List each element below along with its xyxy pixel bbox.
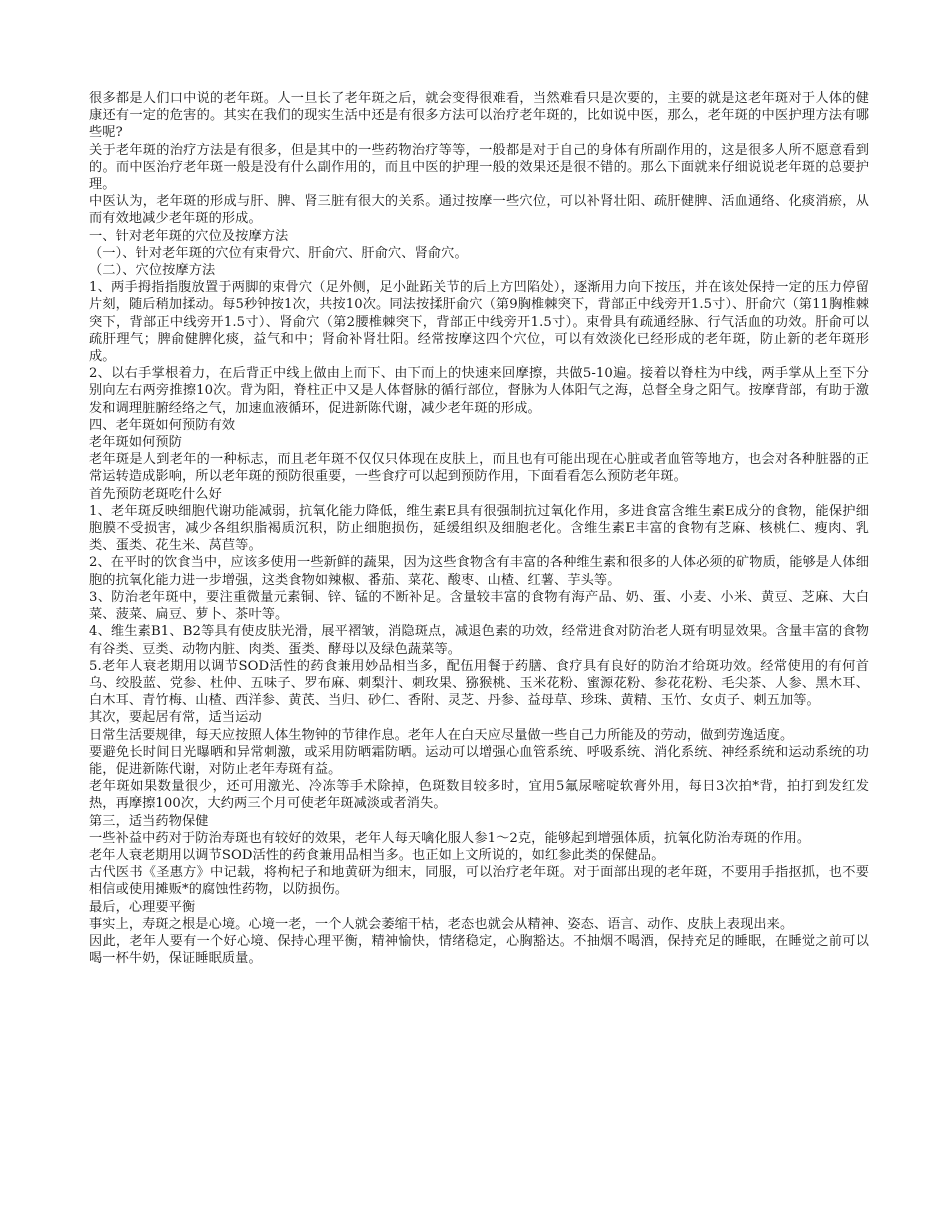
diet-item-5: 5.老年人衰老期用以调节SOD活性的药食兼用妙品相当多，配伍用餐于药膳、食疗具有良好的防治才给斑功效。经常使用的有何首乌、绞股蓝、党参、杜仲、五味子、罗布麻、刺梨汁、刺玫果、猕猴桃、玉米花粉、蜜源花粉、参花花粉、毛尖茶、人参、黑木耳、白木耳、青竹梅、山楂、西洋参、黄芪、当归、砂仁、香附、灵芝、丹参、益母草、珍珠、黄精、玉竹、女贞子、刺五加等。 [89, 658, 869, 709]
subheading-lifestyle: 其次，要起居有常，适当运动 [89, 710, 262, 726]
medicine-paragraph-1: 一些补益中药对于防治寿斑也有较好的效果，老年人每天噙化服人参1～2克，能够起到增强体质，抗氧化防治寿斑的作用。 [89, 830, 811, 846]
subsection-acupoint-list: （一）、针对老年斑的穴位有束骨穴、肝俞穴、肝俞穴、肾俞穴。 [89, 245, 468, 261]
diet-item-2: 2、在平时的饮食当中，应该多使用一些新鲜的蔬果，因为这些食物含有丰富的各种维生素和很多的人体必须的矿物质，能够是人体细胞的抗氧化能力进一步增强，这类食物如辣椒、番茄、菜花、酸枣、山楂、红薯、芋头等。 [89, 555, 869, 588]
intro-paragraph: 很多都是人们口中说的老年斑。人一旦长了老年斑之后，就会变得很难看，当然难看只是次要的，主要的就是这老年斑对于人体的健康还有一定的危害的。其实在我们的现实生活中还是有很多方法可以治疗老年斑的，比如说中医，那么，老年斑的中医护理方法有哪些呢? [89, 91, 869, 141]
diet-item-4: 4、维生素B1、B2等具有使皮肤光滑，展平褶皱，消隐斑点，减退色素的功效，经常进食对防治老人斑有明显效果。含量丰富的食物有谷类、豆类、动物内脏、肉类、蛋类、酵母以及绿色蔬菜等。 [89, 624, 869, 657]
lifestyle-paragraph-2: 要避免长时间日光曝晒和异常刺激，或采用防晒霜防晒。运动可以增强心血管系统、呼吸系统、消化系统、神经系统和运动系统的功能，促进新陈代谢，对防止老年寿斑有益。 [89, 744, 869, 777]
subheading-diet: 首先预防老斑吃什么好 [89, 486, 222, 502]
medicine-paragraph-2: 老年人衰老期用以调节SOD活性的药食兼用品相当多。也正如上文所说的，如红参此类的保健品。 [89, 847, 665, 863]
medicine-paragraph-3: 古代医书《圣惠方》中记载，将枸杞子和地黄研为细末，同服，可以治疗老年斑。对于面部出现的老年斑，不要用手指抠抓，也不要相信或使用摊贩*的腐蚀性药物，以防损伤。 [89, 865, 869, 898]
massage-step-2: 2、以右手掌根着力，在后背正中线上做由上而下、由下而上的快速来回摩擦，共做5-10遍。接着以脊柱为中线，两手掌从上至下分别向左右两旁推擦10次。背为阳，脊柱正中又是人体督脉的循行部位，督脉为人体阳气之海，总督全身之阳气。按摩背部，有助于激发和调理脏腑经络之气，加速血液循环，促进新陈代谢，减少老年斑的形成。 [89, 366, 869, 416]
document-body [89, 90, 869, 967]
subsection-heading-massage: （二）、穴位按摩方法 [89, 263, 216, 279]
section-heading-acupoints: 一、针对老年斑的穴位及按摩方法 [89, 228, 289, 244]
psychology-paragraph-1: 事实上，寿斑之根是心境。心境一老，一个人就会萎缩干枯，老态也就会从精神、姿态、语言、动作、皮肤上表现出来。 [89, 916, 794, 932]
prevention-intro-paragraph: 老年斑是人到老年的一种标志，而且老年斑不仅仅只体现在皮肤上，而且也有可能出现在心脏或者血管等地方，也会对各种脏器的正常运转造成影响，所以老年斑的预防很重要，一些食疗可以起到预防作用，下面看看怎么预防老年斑。 [89, 452, 869, 485]
tcm-view-paragraph: 中医认为，老年斑的形成与肝、脾、肾三脏有很大的关系。通过按摩一些穴位，可以补肾壮阳、疏肝健脾、活血通络、化痰消瘀，从而有效地减少老年斑的形成。 [89, 194, 869, 227]
lifestyle-paragraph-1: 日常生活要规律，每天应按照人体生物钟的节律作息。老年人在白天应尽量做一些自己力所能及的劳动，做到劳逸适度。 [89, 727, 794, 743]
subheading-psychology: 最后，心理要平衡 [89, 899, 196, 915]
section-heading-prevention: 四、老年斑如何预防有效 [89, 417, 236, 433]
subheading-how-to-prevent: 老年斑如何预防 [89, 435, 183, 451]
diet-item-3: 3、防治老年斑中，要注重微量元素铜、锌、锰的不断补足。含量较丰富的食物有海产品、奶、蛋、小麦、小米、黄豆、芝麻、大白菜、菠菜、扁豆、萝卜、茶叶等。 [89, 589, 869, 623]
massage-step-1: 1、两手拇指指腹放置于两脚的束骨穴（足外侧，足小趾跖关节的后上方凹陷处），逐渐用力向下按压，并在该处保持一定的压力停留片刻，随后稍加揉动。每5秒钟按1次，共按10次。同法按揉肝俞穴（第9胸椎棘突下，背部正中线旁开1.5寸）、肝俞穴（第11胸椎棘突下，背部正中线旁开1.5寸）、肾俞穴（第2腰椎棘突下，背部正中线旁开1.5寸）。束骨具有疏通经脉、行气活血的功效。肝俞可以疏肝理气；脾俞健脾化痰，益气和中；肾俞补肾壮阳。经常按摩这四个穴位，可以有效淡化已经形成的老年斑，防止新的老年斑形成。 [89, 280, 869, 365]
subheading-medicine: 第三，适当药物保健 [89, 813, 209, 829]
treatment-overview-paragraph: 关于老年斑的治疗方法是有很多，但是其中的一些药物治疗等等，一般都是对于自己的身体有所副作用的，这是很多人所不愿意看到的。而中医治疗老年斑一般是没有什么副作用的，而且中医的护理一般的效果还是很不错的。那么下面就来仔细说说老年斑的总要护理。 [89, 142, 869, 193]
lifestyle-paragraph-3: 老年斑如果数量很少，还可用激光、冷冻等手术除掉，色斑数目较多时，宜用5氟尿嘧啶软膏外用，每日3次拍*背，拍打到发红发热，再摩擦100次，大约两三个月可使老年斑减淡或者消失。 [89, 779, 869, 812]
diet-item-1: 1、老年斑反映细胞代谢功能减弱，抗氧化能力降低，维生素E具有很强制抗过氧化作用，多进食富含维生素E成分的食物，能保护细胞膜不受损害，减少各组织脂褐质沉积，防止细胞损伤，延缓组织及细胞老化。含维生素E丰富的食物有芝麻、核桃仁、瘦肉、乳类、蛋类、花生米、莴苣等。 [89, 503, 869, 554]
psychology-paragraph-2: 因此，老年人要有一个好心境、保持心理平衡，精神愉快，情绪稳定，心胸豁达。不抽烟不喝酒，保持充足的睡眠，在睡觉之前可以喝一杯牛奶，保证睡眠质量。 [89, 933, 869, 967]
